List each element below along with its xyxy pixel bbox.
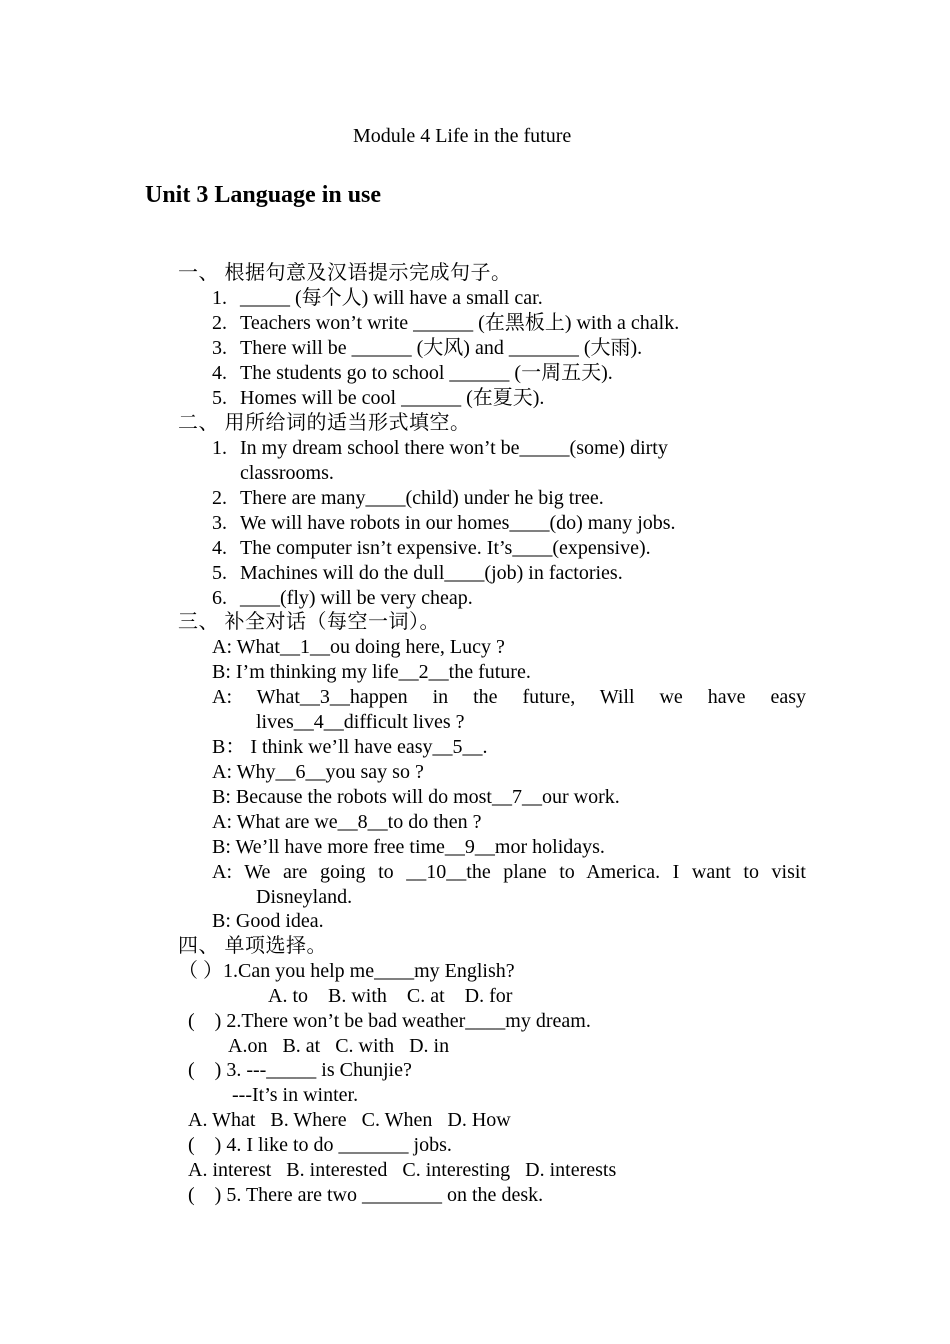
section-1-item-2: 2. Teachers won’t write ______ (在黑板上) with a chalk.	[212, 312, 680, 334]
section-2-item-6: 6. ____(fly) will be very cheap.	[212, 587, 473, 609]
dialogue-line-6: B: Because the robots will do most__7__our work.	[212, 786, 620, 808]
section-2-item-2: 2. There are many____(child) under he big tree.	[212, 487, 604, 509]
section-1-item-5: 5. Homes will be cool ______ (在夏天).	[212, 387, 545, 409]
choice-options-2: A.on B. at C. with D. in	[228, 1035, 450, 1057]
choice-question-3: ( ) 3. ---_____ is Chunjie?	[188, 1059, 412, 1081]
choice-options-4: A. interest B. interested C. interesting D. interests	[188, 1159, 617, 1181]
choice-question-5: ( ) 5. There are two ________ on the desk.	[188, 1184, 544, 1206]
section-2-item-3: 3. We will have robots in our homes____(do) many jobs.	[212, 512, 676, 534]
section-3-heading: 三、 补全对话（每空一词）。	[178, 611, 440, 633]
dialogue-line-7: A: What are we__8__to do then ?	[212, 811, 482, 833]
section-1-item-3: 3. There will be ______ (大风) and _______ (大雨).	[212, 337, 643, 359]
choice-question-4: ( ) 4. I like to do _______ jobs.	[188, 1134, 452, 1156]
dialogue-line-4: B： I think we’ll have easy__5__.	[212, 736, 488, 758]
dialogue-line-1: A: What__1__ou doing here, Lucy ?	[212, 636, 505, 658]
choice-question-1: （ ）1.Can you help me____my English?	[178, 960, 515, 982]
section-2-heading: 二、 用所给词的适当形式填空。	[178, 412, 471, 434]
dialogue-line-8: B: We’ll have more free time__9__mor holidays.	[212, 836, 605, 858]
dialogue-line-2: B: I’m thinking my life__2__the future.	[212, 661, 531, 683]
unit-heading: Unit 3 Language in use	[145, 182, 382, 208]
dialogue-line-9-continued: Disneyland.	[256, 886, 353, 908]
dialogue-line-3: A: What__3__happen in the future, Will we have easy	[212, 686, 806, 708]
choice-options-3: A. What B. Where C. When D. How	[188, 1109, 511, 1131]
section-2-item-1-continued: classrooms.	[240, 462, 334, 484]
section-1-item-4: 4. The students go to school ______ (一周五天).	[212, 362, 613, 384]
section-1-item-1: 1. _____ (每个人) will have a small car.	[212, 287, 543, 309]
choice-question-3-answer: ---It’s in winter.	[232, 1084, 359, 1106]
section-2-item-4: 4. The computer isn’t expensive. It’s____(expensive).	[212, 537, 651, 559]
choice-options-1: A. to B. with C. at D. for	[268, 985, 513, 1007]
section-1-heading: 一、 根据句意及汉语提示完成句子。	[178, 262, 512, 284]
dialogue-line-9: A: We are going to __10__the plane to America. I want to visit	[212, 861, 806, 883]
dialogue-line-10: B: Good idea.	[212, 910, 324, 932]
section-2-item-5: 5. Machines will do the dull____(job) in factories.	[212, 562, 623, 584]
section-4-heading: 四、 单项选择。	[178, 935, 327, 957]
dialogue-line-5: A: Why__6__you say so ?	[212, 761, 424, 783]
section-2-item-1: 1. In my dream school there won’t be_____(some) dirty	[212, 437, 668, 459]
choice-question-2: ( ) 2.There won’t be bad weather____my dream.	[188, 1010, 591, 1032]
dialogue-line-3-continued: lives__4__difficult lives ?	[256, 711, 465, 733]
page-title: Module 4 Life in the future	[353, 125, 572, 147]
